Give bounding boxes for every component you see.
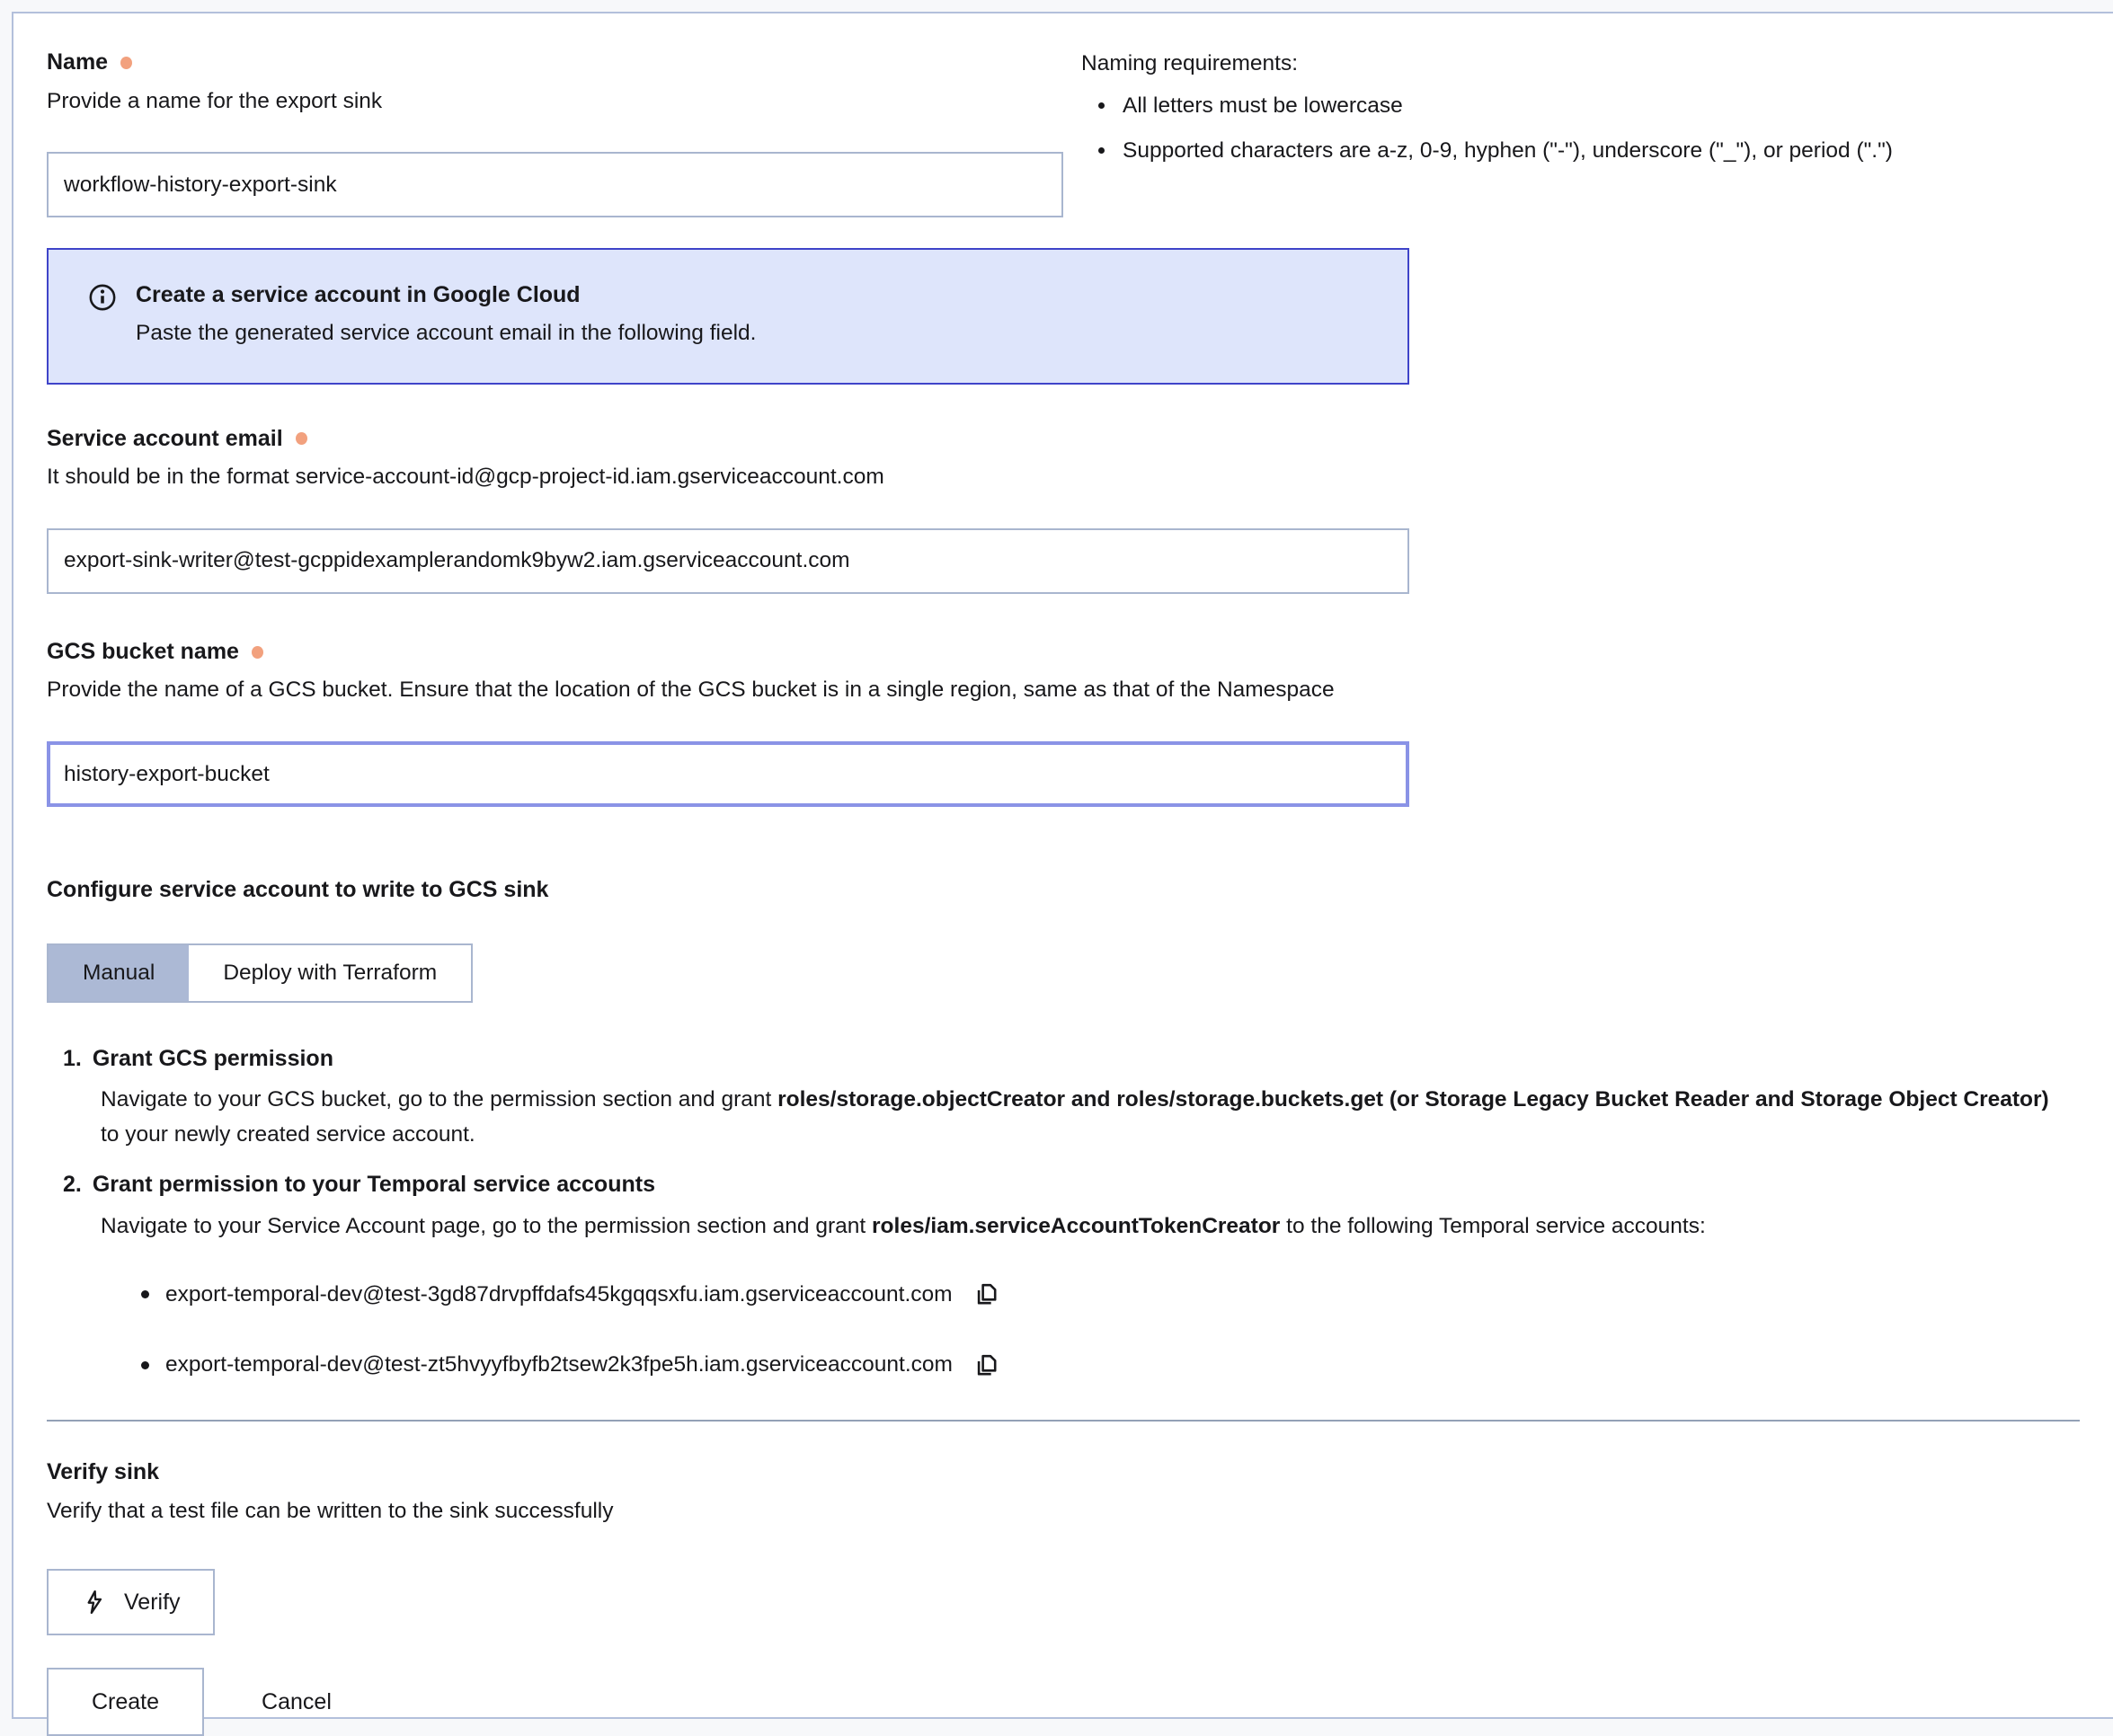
- tab-manual[interactable]: Manual: [49, 945, 189, 1001]
- name-field-label-row: [47, 46, 1063, 80]
- step-number: 2.: [63, 1172, 82, 1198]
- name-field-help: Provide a name for the export sink: [47, 88, 383, 113]
- naming-requirements-list: [1081, 90, 2095, 168]
- bucket-label-row: [47, 635, 2095, 669]
- create-button[interactable]: Create: [47, 1668, 204, 1736]
- step-number: 1.: [63, 1045, 82, 1071]
- lightning-bolt-icon: [81, 1589, 108, 1616]
- name-field-label: Name: [47, 49, 109, 75]
- required-dot-icon: [296, 432, 307, 445]
- bullet-icon: [141, 1361, 149, 1369]
- name-input[interactable]: [47, 152, 1063, 217]
- step-body: [47, 1209, 2051, 1244]
- service-account-email-input[interactable]: [47, 528, 1409, 594]
- top-row: [47, 46, 2095, 217]
- copy-icon[interactable]: [972, 1280, 1000, 1308]
- info-banner-body: Paste the generated service account email in the following field.: [136, 320, 757, 345]
- verify-button-label: Verify: [124, 1589, 181, 1615]
- service-account-label: Service account email: [47, 425, 283, 451]
- step-body-text: to your newly created service account.: [101, 1121, 475, 1147]
- verify-button[interactable]: [47, 1569, 215, 1635]
- section-divider: [47, 1420, 2080, 1422]
- required-dot-icon: [252, 646, 263, 659]
- step-grant-gcs-permission: [47, 1042, 2095, 1153]
- info-banner: [47, 248, 1409, 384]
- temporal-service-account-list: [47, 1279, 2095, 1383]
- list-item: [47, 1279, 2095, 1312]
- step-body-text: Navigate to your GCS bucket, go to the permission section and grant: [101, 1087, 778, 1112]
- step-body-text: to the following Temporal service accounts:: [1280, 1213, 1706, 1238]
- list-item: [47, 1349, 2095, 1382]
- naming-requirements-title: Naming requirements:: [1081, 51, 1299, 75]
- step-grant-temporal-permission: [47, 1168, 2095, 1244]
- bullet-icon: [141, 1290, 149, 1298]
- info-icon: [87, 282, 118, 323]
- configure-section-title: Configure service account to write to GCS sink: [47, 877, 549, 902]
- bucket-help: Provide the name of a GCS bucket. Ensure that the location of the GCS bucket is in a single region, same as that of the Namespace: [47, 678, 1335, 703]
- step-body: [47, 1083, 2051, 1152]
- naming-requirement-item: • Supported characters are a-z, 0-9, hyphen ("-"), underscore ("_"), or period ("."): [1117, 135, 2095, 168]
- verify-sink-help: Verify that a test file can be written to the sink successfully: [47, 1498, 614, 1523]
- export-sink-form-panel: [12, 12, 2113, 1719]
- step-body-bold-text: roles/storage.objectCreator and roles/storage.buckets.get (or Storage Legacy Bucket Reader and Storage Object Creator): [777, 1087, 2049, 1112]
- tab-deploy-with-terraform[interactable]: Deploy with Terraform: [189, 945, 471, 1001]
- step-title: Grant permission to your Temporal service accounts: [92, 1172, 655, 1198]
- verify-sink-title: Verify sink: [47, 1459, 160, 1485]
- temporal-service-account-email: export-temporal-dev@test-3gd87drvpffdafs45kgqqsxfu.iam.gserviceaccount.com: [165, 1281, 953, 1306]
- service-account-help: It should be in the format service-account-id@gcp-project-id.iam.gserviceaccount.com: [47, 465, 884, 489]
- configure-tabs: [47, 943, 473, 1003]
- temporal-service-account-email: export-temporal-dev@test-zt5hvyyfbyfb2tsew2k3fpe5h.iam.gserviceaccount.com: [165, 1352, 953, 1377]
- instruction-steps: [47, 1042, 2095, 1244]
- step-body-text: Navigate to your Service Account page, go to the permission section and grant: [101, 1213, 873, 1238]
- cancel-button[interactable]: Cancel: [262, 1688, 332, 1714]
- service-account-label-row: [47, 422, 2095, 456]
- copy-icon[interactable]: [972, 1351, 1000, 1379]
- info-banner-title: Create a service account in Google Cloud: [136, 282, 581, 308]
- step-body-bold-text: roles/iam.serviceAccountTokenCreator: [872, 1213, 1281, 1238]
- naming-requirement-item: • All letters must be lowercase: [1117, 90, 2095, 123]
- step-title: Grant GCS permission: [92, 1045, 333, 1071]
- required-dot-icon: [120, 57, 132, 69]
- bucket-label: GCS bucket name: [47, 638, 239, 664]
- gcs-bucket-name-input[interactable]: [47, 741, 1409, 807]
